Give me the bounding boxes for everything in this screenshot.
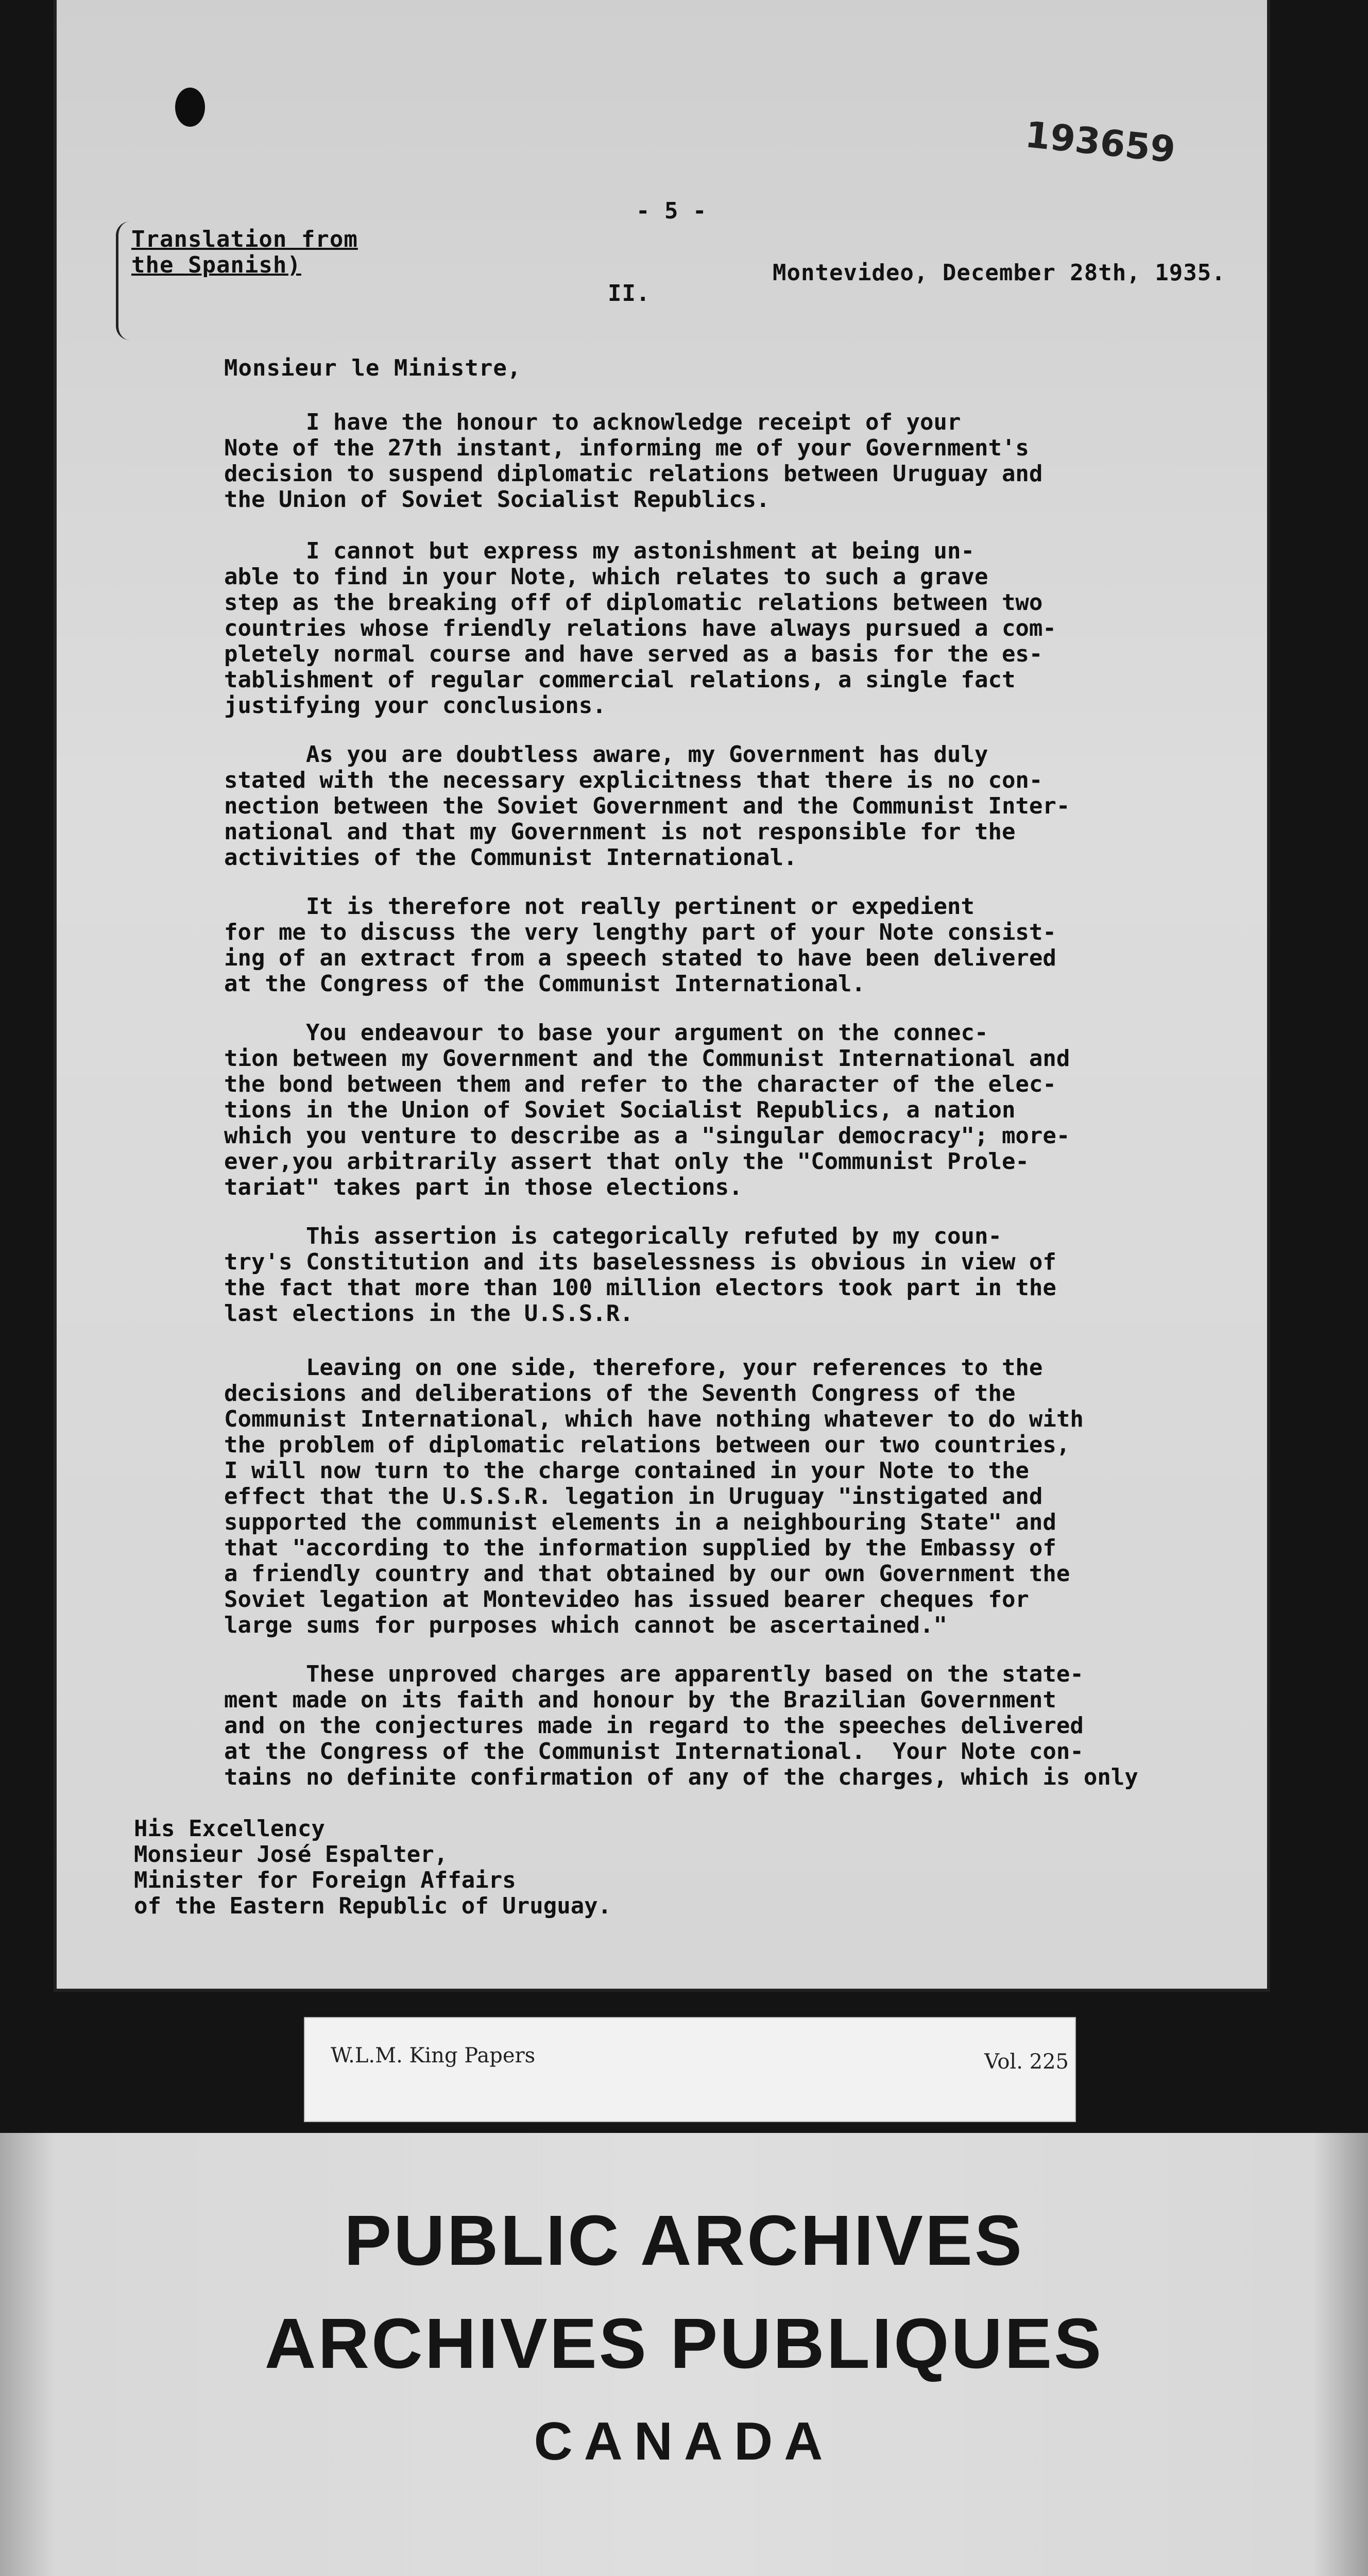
text-line: This assertion is categorically refuted by my coun- bbox=[224, 1223, 1002, 1249]
section-number: II. bbox=[608, 280, 651, 307]
text-line: able to find in your Note, which relates to such a grave bbox=[224, 564, 988, 590]
text-line: You endeavour to base your argument on the connec- bbox=[224, 1020, 988, 1046]
paragraph-8 bbox=[224, 1662, 1192, 1790]
archives-banner bbox=[0, 2133, 1368, 2576]
translation-note-line-2: the Spanish) bbox=[131, 252, 301, 278]
place-date: Montevideo, December 28th, 1935. bbox=[773, 260, 1226, 286]
paragraph-6 bbox=[224, 1224, 1192, 1327]
text-line: nection between the Soviet Government and the Communist Inter- bbox=[224, 793, 1070, 819]
text-line: Communist International, which have nothing whatever to do with bbox=[224, 1406, 1084, 1432]
collection-name: W.L.M. King Papers bbox=[331, 2044, 536, 2067]
text-line: Note of the 27th instant, informing me of your Government's bbox=[224, 435, 1029, 461]
text-line: at the Congress of the Communist International. Your Note con- bbox=[224, 1738, 1084, 1765]
addressee-line: Monsieur José Espalter, bbox=[134, 1841, 448, 1868]
text-line: national and that my Government is not responsible for the bbox=[224, 819, 1016, 845]
archive-stamp-number: 193659 bbox=[1023, 113, 1177, 172]
text-line: step as the breaking off of diplomatic relations between two bbox=[224, 589, 1043, 616]
addressee-block bbox=[134, 1816, 1102, 1919]
collection-label bbox=[304, 2017, 1076, 2122]
paragraph-7 bbox=[224, 1355, 1192, 1638]
text-line: tains no definite confirmation of any of the charges, which is only bbox=[224, 1764, 1138, 1790]
text-line: large sums for purposes which cannot be ascertained." bbox=[224, 1612, 947, 1638]
text-line: that "according to the information supplied by the Embassy of bbox=[224, 1535, 1056, 1561]
text-line: ing of an extract from a speech stated to have been delivered bbox=[224, 945, 1056, 971]
text-line: try's Constitution and its baselessness is obvious in view of bbox=[224, 1249, 1056, 1275]
punch-hole bbox=[175, 88, 205, 127]
text-line: the fact that more than 100 million electors took part in the bbox=[224, 1275, 1056, 1301]
text-line: effect that the U.S.S.R. legation in Uruguay "instigated and bbox=[224, 1483, 1043, 1510]
translation-bracket bbox=[116, 222, 130, 340]
paragraph-5 bbox=[224, 1020, 1192, 1200]
text-line: As you are doubtless aware, my Government has duly bbox=[224, 741, 988, 768]
archives-country: CANADA bbox=[534, 2412, 834, 2471]
text-line: These unproved charges are apparently based on the state- bbox=[224, 1661, 1084, 1687]
text-line: stated with the necessary explicitness that there is no con- bbox=[224, 767, 1043, 793]
text-line: the Union of Soviet Socialist Republics. bbox=[224, 486, 770, 513]
text-line: tions in the Union of Soviet Socialist Republics, a nation bbox=[224, 1097, 1016, 1123]
text-line: I will now turn to the charge contained in your Note to the bbox=[224, 1458, 1029, 1484]
text-line: and on the conjectures made in regard to the speeches delivered bbox=[224, 1713, 1084, 1739]
archives-title-en: PUBLIC ARCHIVES bbox=[344, 2201, 1024, 2280]
text-line: Leaving on one side, therefore, your references to the bbox=[224, 1354, 1043, 1381]
text-line: pletely normal course and have served as a basis for the es- bbox=[224, 641, 1043, 667]
text-line: a friendly country and that obtained by our own Government the bbox=[224, 1561, 1070, 1587]
text-line: decision to suspend diplomatic relations between Uruguay and bbox=[224, 461, 1043, 487]
text-line: ever,you arbitrarily assert that only the "Communist Prole- bbox=[224, 1148, 1029, 1175]
page-marker: - 5 - bbox=[636, 198, 707, 224]
text-line: tion between my Government and the Communist International and bbox=[224, 1045, 1070, 1072]
paragraph-3 bbox=[224, 742, 1192, 871]
text-line: the problem of diplomatic relations between our two countries, bbox=[224, 1432, 1070, 1458]
translation-note-line-1: Translation from bbox=[131, 226, 358, 252]
text-line: I cannot but express my astonishment at being un- bbox=[224, 538, 974, 564]
text-line: supported the communist elements in a neighbouring State" and bbox=[224, 1509, 1056, 1535]
text-line: ment made on its faith and honour by the Brazilian Government bbox=[224, 1687, 1056, 1713]
text-line: decisions and deliberations of the Seventh Congress of the bbox=[224, 1380, 1016, 1406]
text-line: at the Congress of the Communist International. bbox=[224, 971, 866, 997]
paragraph-1 bbox=[224, 410, 1192, 513]
text-line: the bond between them and refer to the character of the elec- bbox=[224, 1071, 1056, 1097]
text-line: for me to discuss the very lengthy part of your Note consist- bbox=[224, 919, 1056, 945]
paragraph-2 bbox=[224, 538, 1192, 719]
document-page bbox=[57, 0, 1267, 1989]
paragraph-4 bbox=[224, 894, 1192, 997]
volume-number: Vol. 225 bbox=[984, 2050, 1069, 2074]
text-line: Soviet legation at Montevideo has issued bearer cheques for bbox=[224, 1586, 1029, 1613]
text-line: which you venture to describe as a "singular democracy"; more- bbox=[224, 1123, 1070, 1149]
addressee-line: of the Eastern Republic of Uruguay. bbox=[134, 1893, 612, 1919]
text-line: I have the honour to acknowledge receipt of your bbox=[224, 409, 961, 435]
addressee-line: Minister for Foreign Affairs bbox=[134, 1867, 516, 1893]
text-line: tablishment of regular commercial relations, a single fact bbox=[224, 667, 1016, 693]
salutation: Monsieur le Ministre, bbox=[224, 355, 522, 381]
addressee-line: His Excellency bbox=[134, 1816, 325, 1842]
text-line: activities of the Communist International. bbox=[224, 844, 797, 871]
text-line: It is therefore not really pertinent or expedient bbox=[224, 893, 974, 920]
text-line: justifying your conclusions. bbox=[224, 692, 606, 719]
text-line: countries whose friendly relations have always pursued a com- bbox=[224, 615, 1056, 641]
text-line: last elections in the U.S.S.R. bbox=[224, 1300, 634, 1327]
archives-title-fr: ARCHIVES PUBLIQUES bbox=[264, 2304, 1104, 2383]
text-line: tariat" takes part in those elections. bbox=[224, 1174, 743, 1200]
